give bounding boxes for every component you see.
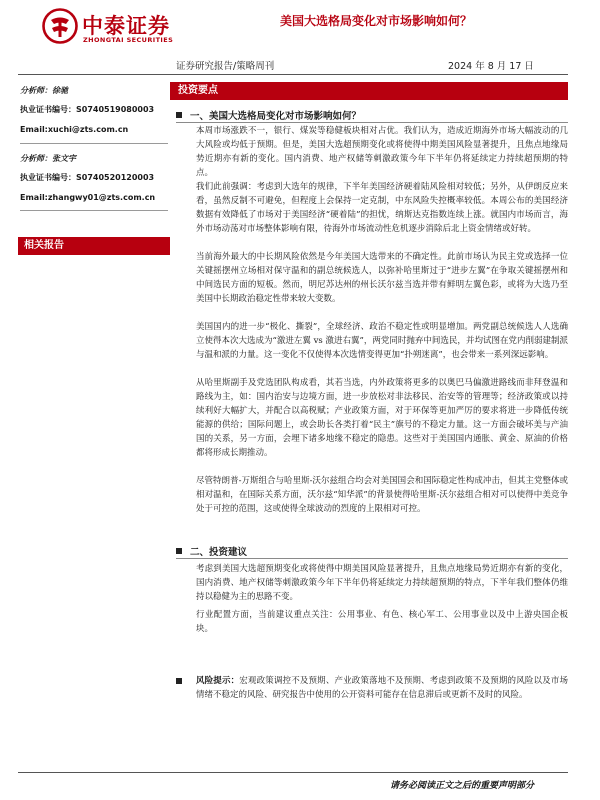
paragraph: 尽管特朗普-万斯组合与哈里斯-沃尔兹组合均会对美国国会和国际稳定性构成冲击，但其主党整体或相对温和，在国际关系方面，沃尔兹“知华派”的背景使得哈里斯-沃尔兹组合相对可以使得中美竞争处于可控的范围，这或使得全球波动的烈度的上限相对可控。 bbox=[196, 476, 568, 514]
company-logo bbox=[42, 8, 182, 48]
cert-label: 执业证书编号： bbox=[20, 173, 76, 182]
footer-divider bbox=[18, 772, 568, 773]
report-type: 证券研究报告/策略周刊 bbox=[176, 61, 275, 72]
section-heading-2 bbox=[176, 544, 247, 558]
logo-text-cn: 中泰证券 bbox=[82, 14, 170, 38]
square-bullet-icon bbox=[176, 112, 182, 118]
logo-text-en: ZHONGTAI SECURITIES bbox=[83, 36, 174, 44]
analyst-name: 分析师：徐驰 bbox=[20, 85, 68, 95]
related-reports-header: 相关报告 bbox=[18, 237, 170, 255]
analyst-divider bbox=[20, 143, 168, 144]
paragraph: 从哈里斯副手及党选团队构成看，其若当选，内外政策将更多的以奥巴马偏激进路线而非拜登温和路线为主，如：国内治安与边境方面，进一步放松对非法移民、治安等的管理等；经济政策或以持续利好大幅扩大，并配合以高税赋；产业政策方面，对于环保等更加严厉的要求将进一步降低传统能源的供给；国际问题上，或会助长各类打着“民主”旗号的不稳定力量。这一方面会破坏美与产油国的关系，另一方面，会埋下诸多地缘不稳定的隐患。这些对于美国国内通胀、黄金、原油的价格都将形成长期推动。 bbox=[196, 378, 568, 458]
analyst-info-1 bbox=[20, 80, 170, 140]
paragraph: 当前海外最大的中长期风险依然是今年美国大选带来的不确定性。此前市场认为民主党或选择一位关键摇摆州立场相对保守温和的副总统候选人，以弥补哈里斯过于“进步左翼”在争取关键摇摆州和中间选民方面的短板。然而，明尼苏达州的州长沃尔兹当选并带有鲜明左翼色彩，或将为大选乃至美国中长期政治稳定性带来较大变数。 bbox=[196, 252, 568, 304]
risk-warning bbox=[196, 674, 568, 702]
section-divider bbox=[176, 558, 568, 559]
report-title: 美国大选格局变化对市场影响如何？ bbox=[280, 14, 473, 28]
section-heading-1 bbox=[176, 108, 361, 122]
header-divider bbox=[18, 74, 568, 75]
paragraph: 本周市场涨跌不一，银行、煤炭等稳健板块相对占优。我们认为，造成近期海外市场大幅波动的几大风险或均低于预期。但是，美国大选超预期变化或将使得中期美国风险显著提升，且焦点地缘局势近期亦有新的变化。国内消费、地产权储等刺激政策今年下半年仍将延续定力持续超预期的特点。 bbox=[196, 126, 568, 178]
risk-label: 风险提示： bbox=[196, 676, 240, 686]
cert-number: S0740519080003 bbox=[76, 105, 155, 114]
square-bullet-icon bbox=[176, 548, 182, 554]
section-divider bbox=[176, 122, 568, 123]
section-heading-text: 一、美国大选格局变化对市场影响如何？ bbox=[190, 111, 362, 122]
analyst-email[interactable]: Email:zhangwy01@zts.com.cn bbox=[20, 193, 156, 202]
paragraph: 行业配置方面，当前建议重点关注：公用事业、有色、核心军工、公用事业以及中上游央国企板块。 bbox=[196, 610, 568, 634]
analyst-divider bbox=[20, 210, 168, 211]
analyst-info-2 bbox=[20, 148, 170, 208]
square-bullet-icon bbox=[176, 678, 182, 684]
cert-number: S0740520120003 bbox=[76, 173, 155, 182]
analyst-name: 分析师：张文宇 bbox=[20, 153, 76, 163]
paragraph: 美国国内的进一步“极化、撕裂”，全球经济、政治不稳定性或明显增加。两党副总统候选人人选确立使得本次大选成为“激进左翼 vs 激进右翼”，两党同时抛弃中间选民，并均试图在党内削弱建制派与温和派的力量。这一变化不仅使得本次选情变得更加“扑朔迷离”，也会带来一系列深远影响。 bbox=[196, 322, 568, 360]
analyst-email[interactable]: Email:xuchi@zts.com.cn bbox=[20, 125, 129, 134]
risk-text: 宏观政策调控不及预期、产业政策落地不及预期、考虑到政策不及预期的风险以及市场情绪不稳定的风险、研究报告中使用的公开资料可能存在信息滞后或更新不及时的风险。 bbox=[196, 676, 568, 700]
report-date: 2024 年 8 月 17 日 bbox=[448, 61, 534, 72]
highlights-header: 投资要点 bbox=[170, 82, 568, 100]
paragraph: 我们此前强调：考虑到大选年的规律，下半年美国经济硬着陆风险相对较低；另外，从伊朗反应来看，虽然反制不可避免，但程度上会保持一定克制，中东风险失控概率较低。本周公布的美国经济数据有效降低了市场对于美国经济“硬着陆”的担忧，纳斯达克指数连续上涨。就国内市场而言，海外市场动荡对市场整体影响有限，待海外市场流动性危机逐步消除后北上资金情绪或好转。 bbox=[196, 182, 568, 234]
section-heading-text: 二、投资建议 bbox=[190, 547, 248, 558]
disclaimer-note: 请务必阅读正文之后的重要声明部分 bbox=[390, 781, 535, 791]
zhongtai-logo-icon bbox=[42, 8, 78, 44]
cert-label: 执业证书编号： bbox=[20, 105, 76, 114]
paragraph: 考虑到美国大选超预期变化或将使得中期美国风险显著提升，且焦点地缘局势近期亦有新的变化，国内消费、地产权储等刺激政策今年下半年仍将延续定力持续超预期的特点，下半年我们整体仍维持以稳健为主的思路不变。 bbox=[196, 564, 568, 602]
